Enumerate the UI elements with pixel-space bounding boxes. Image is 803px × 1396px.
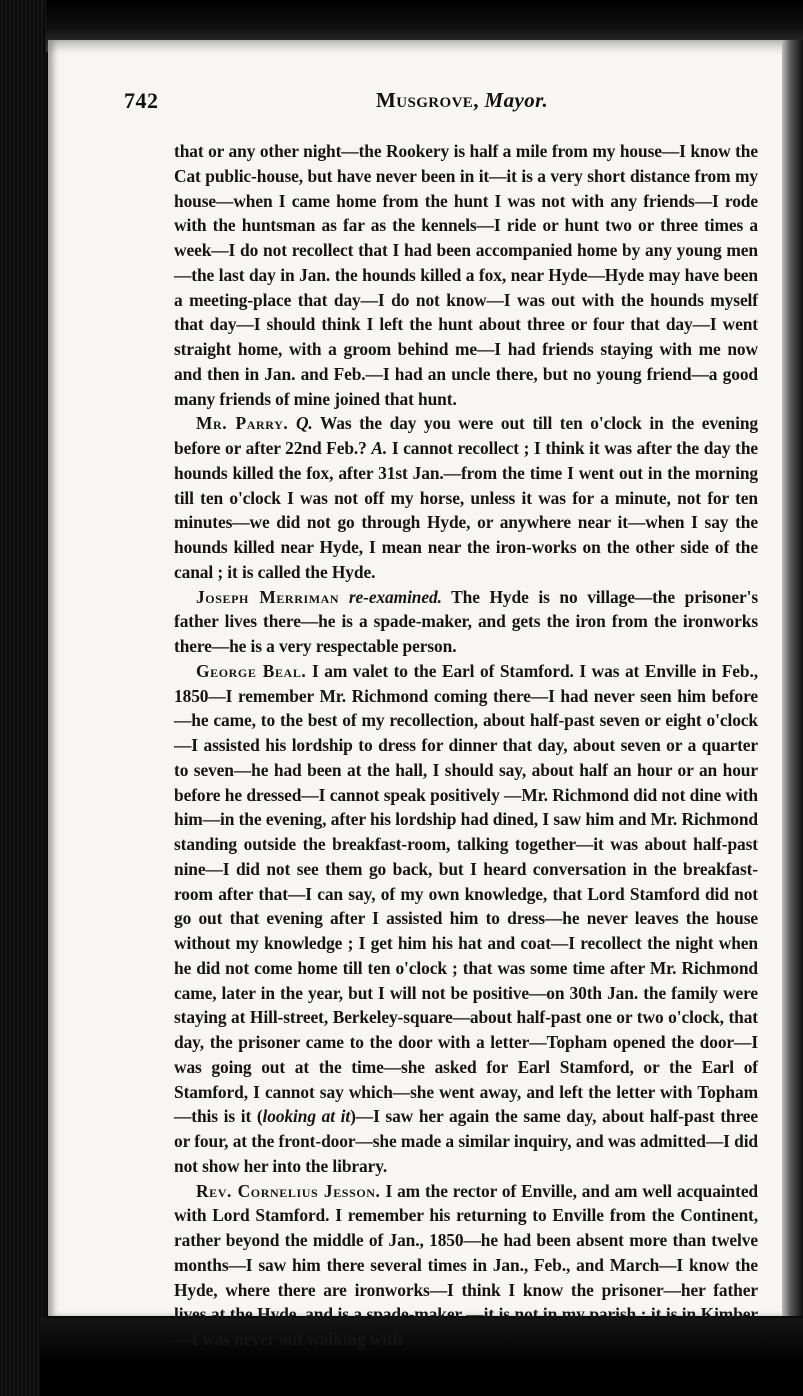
page-number: 742 xyxy=(124,88,159,113)
paragraph-text-a: I am valet to the Earl of Stamford. I was at Enville in Feb., 1850—I remember Mr. Richmond coming there—I had never seen him before—he came, to the best of my recollection, about half-past seven or eight o'clock—I assisted his lordship to dress for dinner that day, about seven or a quarter to seven—he had been at the hall, I should say, about half an hour or an hour before he dressed—I cannot speak positively —Mr. Richmond did not dine with him—in the evening, after his lordship had dined, I saw him and Mr. Richmond standing outside the breakfast-room, talking together—it was about half-past nine—I did not see them go back, but I heard conversation in the breakfast-room after that—I can say, of my own knowledge, that Lord Stamford did not go out that evening after I assisted him to dress—he never leaves the house without my knowledge ; I get him his hat and coat—I recollect the night when he did not come home till ten o'clock ; that was some time after Mr. Richmond came, later in the year, but I will not be positive—on 30th Jan. the family were staying at Hill-street, Berkeley-square—about half-past one or two o'clock, that day, the prisoner came to the door with a letter—Topham opened the door—I was going out at the time—she asked for Earl Stamford, or the Earl of Stamford, I cannot say which—she went away, and left the letter with Topham—this is it ( xyxy=(174,660,758,1127)
page-header xyxy=(124,88,764,118)
paragraph-text: The Hyde is no village—the prisoner's father lives there—he is a spade-maker, and gets the iron from the ironworks there—he is a very respectable person. xyxy=(174,586,759,656)
question-label: Q. xyxy=(295,413,313,434)
speaker-name: George Beal. xyxy=(196,660,307,681)
speaker-name: Rev. Cornelius Jesson. xyxy=(196,1180,381,1201)
paragraph-text-b: )—I saw her again the same day, about half-past three or four, at the front-door—she made a similar inquiry, and was admitted—I did not show her into the library. xyxy=(174,1106,759,1176)
book-binding xyxy=(0,0,46,1396)
question-text: Was the day you were out till ten o'clock in the evening before or after 22nd Feb.? xyxy=(174,413,758,458)
answer-text: I cannot recollect ; I think it was after the day the hounds killed the fox, after 31st Jan.—from the time I went out in the morning till ten o'clock I was not off my horse, unless it was for a minute, not for ten minutes—we did not go through Hyde, or anywhere near it—when I say the hounds killed near Hyde, I mean near the iron-works on the other side of the canal ; it is called the Hyde. xyxy=(174,438,759,582)
speaker-note: re-examined. xyxy=(348,586,442,607)
running-head-title: Mayor. xyxy=(484,88,549,112)
answer-label: A. xyxy=(371,438,388,458)
running-head-name: Musgrove, xyxy=(376,88,479,112)
paragraph-4 xyxy=(174,659,758,1179)
body-text xyxy=(174,139,758,1352)
paragraph-text: I am the rector of Enville, and am well acquainted with Lord Stamford. I remember his returning to Enville from the Continent, rather beyond the middle of Jan., 1850—he had been absent more than twelve months—I saw him there several times in Jan., Feb., and March—I know the Hyde, where there are ironworks—I think I know the prisoner—her father lives at the Hyde, and is a spade-maker —it is not in my parish ; it is in Kimber—I was never out walking with xyxy=(174,1180,759,1349)
paragraph-text: that or any other night—the Rookery is half a mile from my house—I know the Cat public-house, but have never been in it—it is a very short distance from my house—when I came home from the hunt I was not with any friends—I rode with the huntsman as far as the kennels—I ride or hunt two or three times a week—I do not recollect that I had been accompanied home by any young men—the last day in Jan. the hounds killed a fox, near Hyde—Hyde may have been a meeting-place that day—I do not know—I was out with the hounds myself that day—I should think I left the hunt about three or four that day—I went straight home, with a groom behind me—I had friends staying with me now and then in Jan. and Feb.—I had an uncle there, but no young friend—a good many friends of mine joined that hunt. xyxy=(174,141,758,409)
running-head xyxy=(376,88,548,113)
paragraph-3 xyxy=(174,585,758,659)
paragraph-5 xyxy=(174,1179,758,1352)
speaker-name: Mr. Parry. xyxy=(196,413,289,434)
page-edge xyxy=(782,40,803,1316)
paragraph-2 xyxy=(174,411,758,584)
inline-italic: looking at it xyxy=(262,1106,351,1127)
paragraph-1 xyxy=(174,139,758,411)
speaker-name: Joseph Merriman xyxy=(196,586,340,607)
